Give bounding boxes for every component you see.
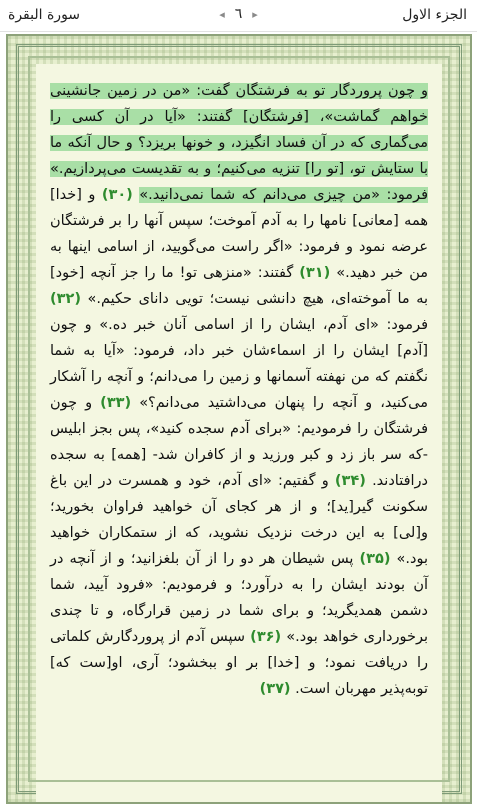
page-navigator [219,6,258,22]
verse[interactable] [50,317,428,411]
verse-text: گفتند: «منزهی تو! ما را جز آنچه [خود] به ما آموخته‌ای، هیچ دانشی نیست؛ تویی دانای حکیم.» [50,265,428,307]
verse-number: (۳۶) [250,629,282,645]
translation-content[interactable] [36,64,442,802]
verse-number: (۳۳) [100,395,132,411]
next-page-arrow-icon[interactable]: ▸ [252,7,258,21]
verses-paragraph [50,78,428,702]
verse-number: (۳۷) [259,681,291,697]
verse-number: (۳۲) [50,291,81,307]
top-bar [0,0,477,32]
juz-title: الجزء الاول [402,7,467,23]
verse-number: (۳۴) [334,473,366,489]
ornamental-page-frame [6,34,472,804]
verse-text-highlighted: و چون پروردگار تو به فرشتگان گفت: «من در زمین جانشینی خواهم گماشت»، [فرشتگان] گفتند: «آیا در آن کسی را می‌گماری که در آن فساد انگیزد، و خونها بریزد؟ و حال آنکه ما با ستایش تو، [تو را] تنزیه می‌کنیم؛ و به تقدیست می‌پردازیم.» فرمود: «من چیزی می‌دانم که شما نمی‌دانید.» [50,83,429,203]
verse-text: و گفتیم: «ای آدم، خود و همسرت در این باغ سکونت گیر[ید]؛ و از هر کجای آن خواهید فراوان بخورید؛ و[لی] به این درخت نزدیک نشوید، که از ستمکاران خواهید بود.» [50,473,429,567]
verse-number: (۳۰) [101,187,133,203]
verse-number: (۳۱) [299,265,331,281]
verse-text: و [خدا] همه [معانی] نامها را به آدم آموخت؛ سپس آنها را بر فرشتگان عرضه نمود و فرمود: «اگر راست می‌گویید، از اسامی اینها به من خبر دهید.» [50,187,429,281]
verse-text: پس شیطان هر دو را از آن بلغزانید؛ و از آنچه در آن بودند ایشان را به درآورد؛ و فرمودیم: «فرود آیید، شما دشمن همدیگرید؛ و برای شما در زمین قرارگاه، و تا چندی برخورداری خواهد بود.» [50,551,429,645]
verse-text: فرمود: «ای آدم، ایشان را از اسامی آنان خبر ده.» و چون [آدم] ایشان را از اسماءشان خبر داد، فرمود: «آیا به شما نگفتم که من نهفته آسمانها و زمین را می‌دانم؛ و آنچه را آشکار می‌کنید، و آنچه را پنهان می‌داشتید می‌دانم؟» [50,317,428,411]
verse-text: سپس آدم از پروردگارش کلماتی را دریافت نمود؛ و [خدا] بر او ببخشود؛ آری، او[ست که] توبه‌پذیر مهربان است. [50,629,428,697]
verse-text: و چون فرشتگان را فرمودیم: «برای آدم سجده کنید»، پس بجز ابلیس -که سر باز زد و کبر ورزید و از کافران شد- [همه] به سجده درافتادند. [50,395,429,489]
verse-number: (۳۵) [359,551,391,567]
page-number: ٦ [234,6,243,22]
verse[interactable] [50,83,428,203]
surah-title: سورة البقرة [8,7,81,23]
previous-page-arrow-icon[interactable]: ◂ [219,7,225,21]
